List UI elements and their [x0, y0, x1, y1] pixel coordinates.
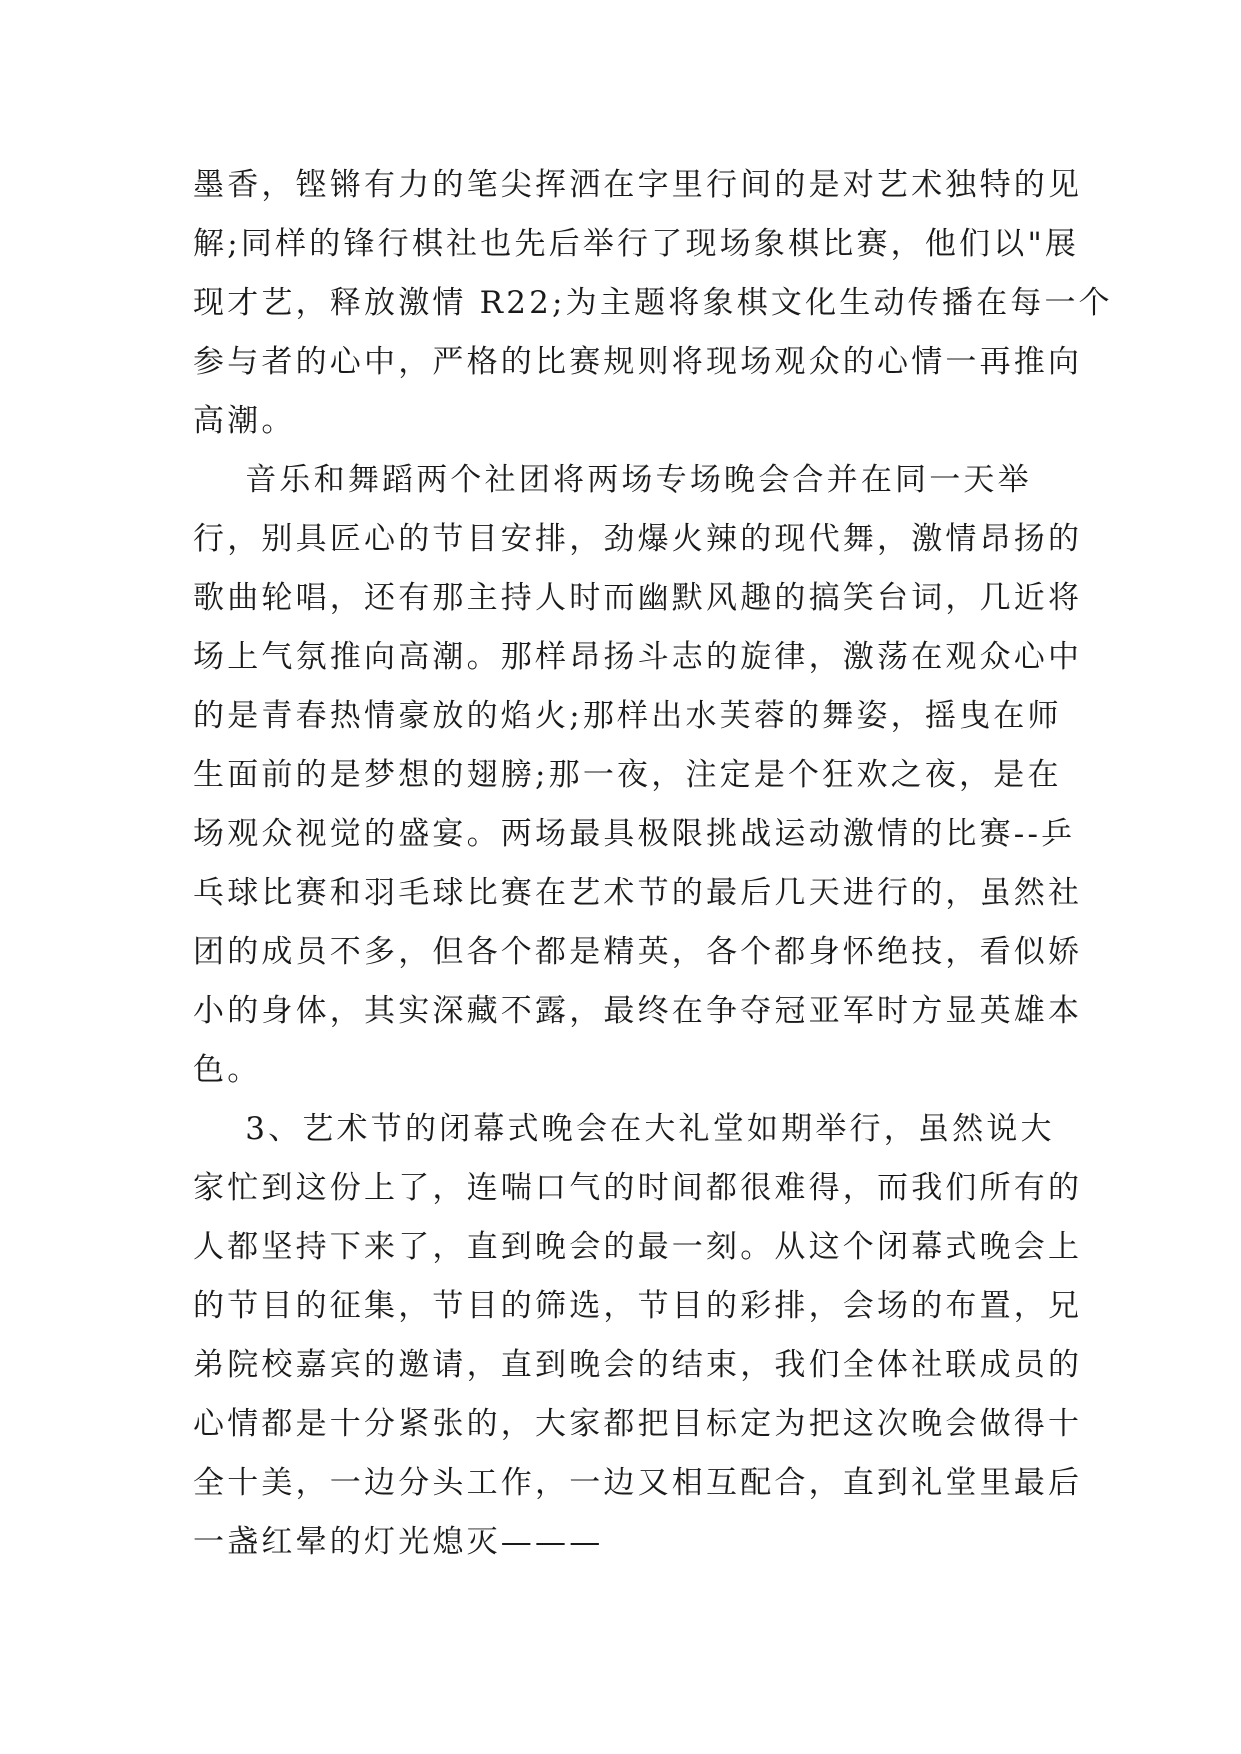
text-line: 一盏红晕的灯光熄灭——— — [193, 1524, 604, 1560]
text-line: 生面前的是梦想的翅膀;那一夜，注定是个狂欢之夜，是在 — [193, 757, 1062, 793]
text-line: 全十美，一边分头工作，一边又相互配合，直到礼堂里最后 — [193, 1465, 1083, 1501]
text-line: 的是青春热情豪放的焰火;那样出水芙蓉的舞姿，摇曳在师 — [193, 698, 1062, 734]
text-line: 现才艺，释放激情 R22;为主题将象棋文化生动传播在每一个 — [193, 285, 1113, 321]
text-line: 团的成员不多，但各个都是精英，各个都身怀绝技，看似娇 — [193, 934, 1083, 970]
text-line: 家忙到这份上了，连喘口气的时间都很难得，而我们所有的 — [193, 1170, 1083, 1206]
paragraph-1 — [193, 156, 1113, 451]
text-line: 墨香，铿锵有力的笔尖挥洒在字里行间的是对艺术独特的见 — [193, 167, 1083, 203]
text-line: 心情都是十分紧张的，大家都把目标定为把这次晚会做得十 — [193, 1406, 1083, 1442]
body-text — [193, 156, 1113, 1572]
text-line: 行，别具匠心的节目安排，劲爆火辣的现代舞，激情昂扬的 — [193, 521, 1083, 557]
paragraph-3 — [193, 1100, 1083, 1572]
text-line: 弟院校嘉宾的邀请，直到晚会的结束，我们全体社联成员的 — [193, 1347, 1083, 1383]
text-line: 音乐和舞蹈两个社团将两场专场晚会合并在同一天举 — [193, 462, 1032, 498]
text-line: 场观众视觉的盛宴。两场最具极限挑战运动激情的比赛--乒 — [193, 816, 1076, 852]
text-line: 小的身体，其实深藏不露，最终在争夺冠亚军时方显英雄本 — [193, 993, 1083, 1029]
text-line: 色。 — [193, 1052, 262, 1088]
text-line: 高潮。 — [193, 403, 296, 439]
paragraph-2 — [193, 451, 1083, 1100]
text-line: 场上气氛推向高潮。那样昂扬斗志的旋律，激荡在观众心中 — [193, 639, 1083, 675]
text-line: 的节目的征集，节目的筛选，节目的彩排，会场的布置，兄 — [193, 1288, 1083, 1324]
text-line: 解;同样的锋行棋社也先后举行了现场象棋比赛，他们以"展 — [193, 226, 1080, 262]
text-line: 乓球比赛和羽毛球比赛在艺术节的最后几天进行的，虽然社 — [193, 875, 1083, 911]
text-line: 3、艺术节的闭幕式晚会在大礼堂如期举行，虽然说大 — [193, 1111, 1055, 1147]
text-line: 歌曲轮唱，还有那主持人时而幽默风趣的搞笑台词，几近将 — [193, 580, 1083, 616]
text-line: 人都坚持下来了，直到晚会的最一刻。从这个闭幕式晚会上 — [193, 1229, 1083, 1265]
text-line: 参与者的心中，严格的比赛规则将现场观众的心情一再推向 — [193, 344, 1083, 380]
